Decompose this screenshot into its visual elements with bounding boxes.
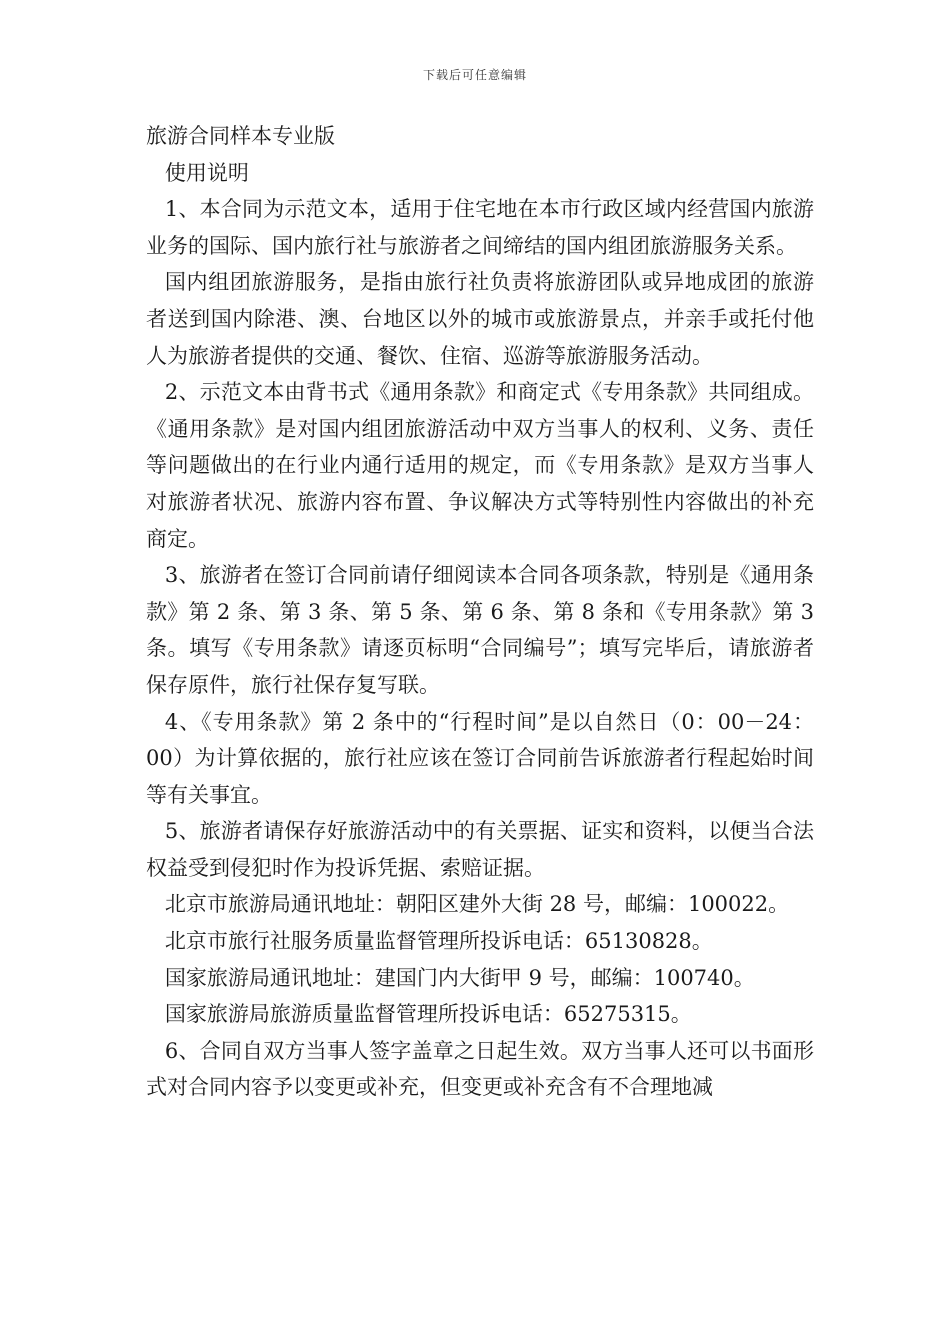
phone-national-supervision: 国家旅游局旅游质量监督管理所投诉电话：65275315。 (164, 1002, 692, 1027)
phone-beijing-supervision: 北京市旅行社服务质量监督管理所投诉电话：65130828。 (164, 929, 713, 954)
document-body (146, 118, 814, 1106)
address-national-bureau: 国家旅游局通讯地址：建国门内大街甲 9 号，邮编：100740。 (164, 965, 755, 990)
paragraph-7: 6、合同自双方当事人签字盖章之日起生效。双方当事人还可以书面形式对合同内容予以变更或补充，但变更或补充含有不合理地减 (146, 1038, 814, 1100)
page-header: 下载后可任意编辑 (422, 68, 527, 82)
paragraph-2: 国内组团旅游服务，是指由旅行社负责将旅游团队或异地成团的旅游者送到国内除港、澳、台地区以外的城市或旅游景点，并亲手或托付他人为旅游者提供的交通、餐饮、住宿、巡游等旅游服务活动。 (146, 270, 814, 368)
paragraph-4: 3、旅游者在签订合同前请仔细阅读本合同各项条款，特别是《通用条款》第 2 条、第 3 条、第 5 条、第 6 条、第 8 条和《专用条款》第 3 条。填写《专用条款》请逐页标明“合同编号”；填写完毕后，请旅游者保存原件，旅行社保存复写联。 (146, 563, 814, 697)
paragraph-3: 2、示范文本由背书式《通用条款》和商定式《专用条款》共同组成。《通用条款》是对国内组团旅游活动中双方当事人的权利、义务、责任等问题做出的在行业内通行适用的规定，而《专用条款》是双方当事人对旅游者状况、旅游内容布置、争议解决方式等特别性内容做出的补充商定。 (146, 380, 814, 551)
paragraph-1: 1、本合同为示范文本，适用于住宅地在本市行政区域内经营国内旅游业务的国际、国内旅行社与旅游者之间缔结的国内组团旅游服务关系。 (146, 197, 814, 258)
document-title: 旅游合同样本专业版 (146, 124, 335, 148)
document-subtitle: 使用说明 (164, 160, 249, 185)
paragraph-5: 4、《专用条款》第 2 条中的“行程时间”是以自然日（0：00－24：00）为计算依据的，旅行社应该在签订合同前告诉旅游者行程起始时间等有关事宜。 (146, 709, 814, 807)
paragraph-6: 5、旅游者请保存好旅游活动中的有关票据、证实和资料，以便当合法权益受到侵犯时作为投诉凭据、索赔证据。 (146, 819, 814, 880)
address-beijing-bureau: 北京市旅游局通讯地址：朝阳区建外大街 28 号，邮编：100022。 (164, 892, 790, 917)
